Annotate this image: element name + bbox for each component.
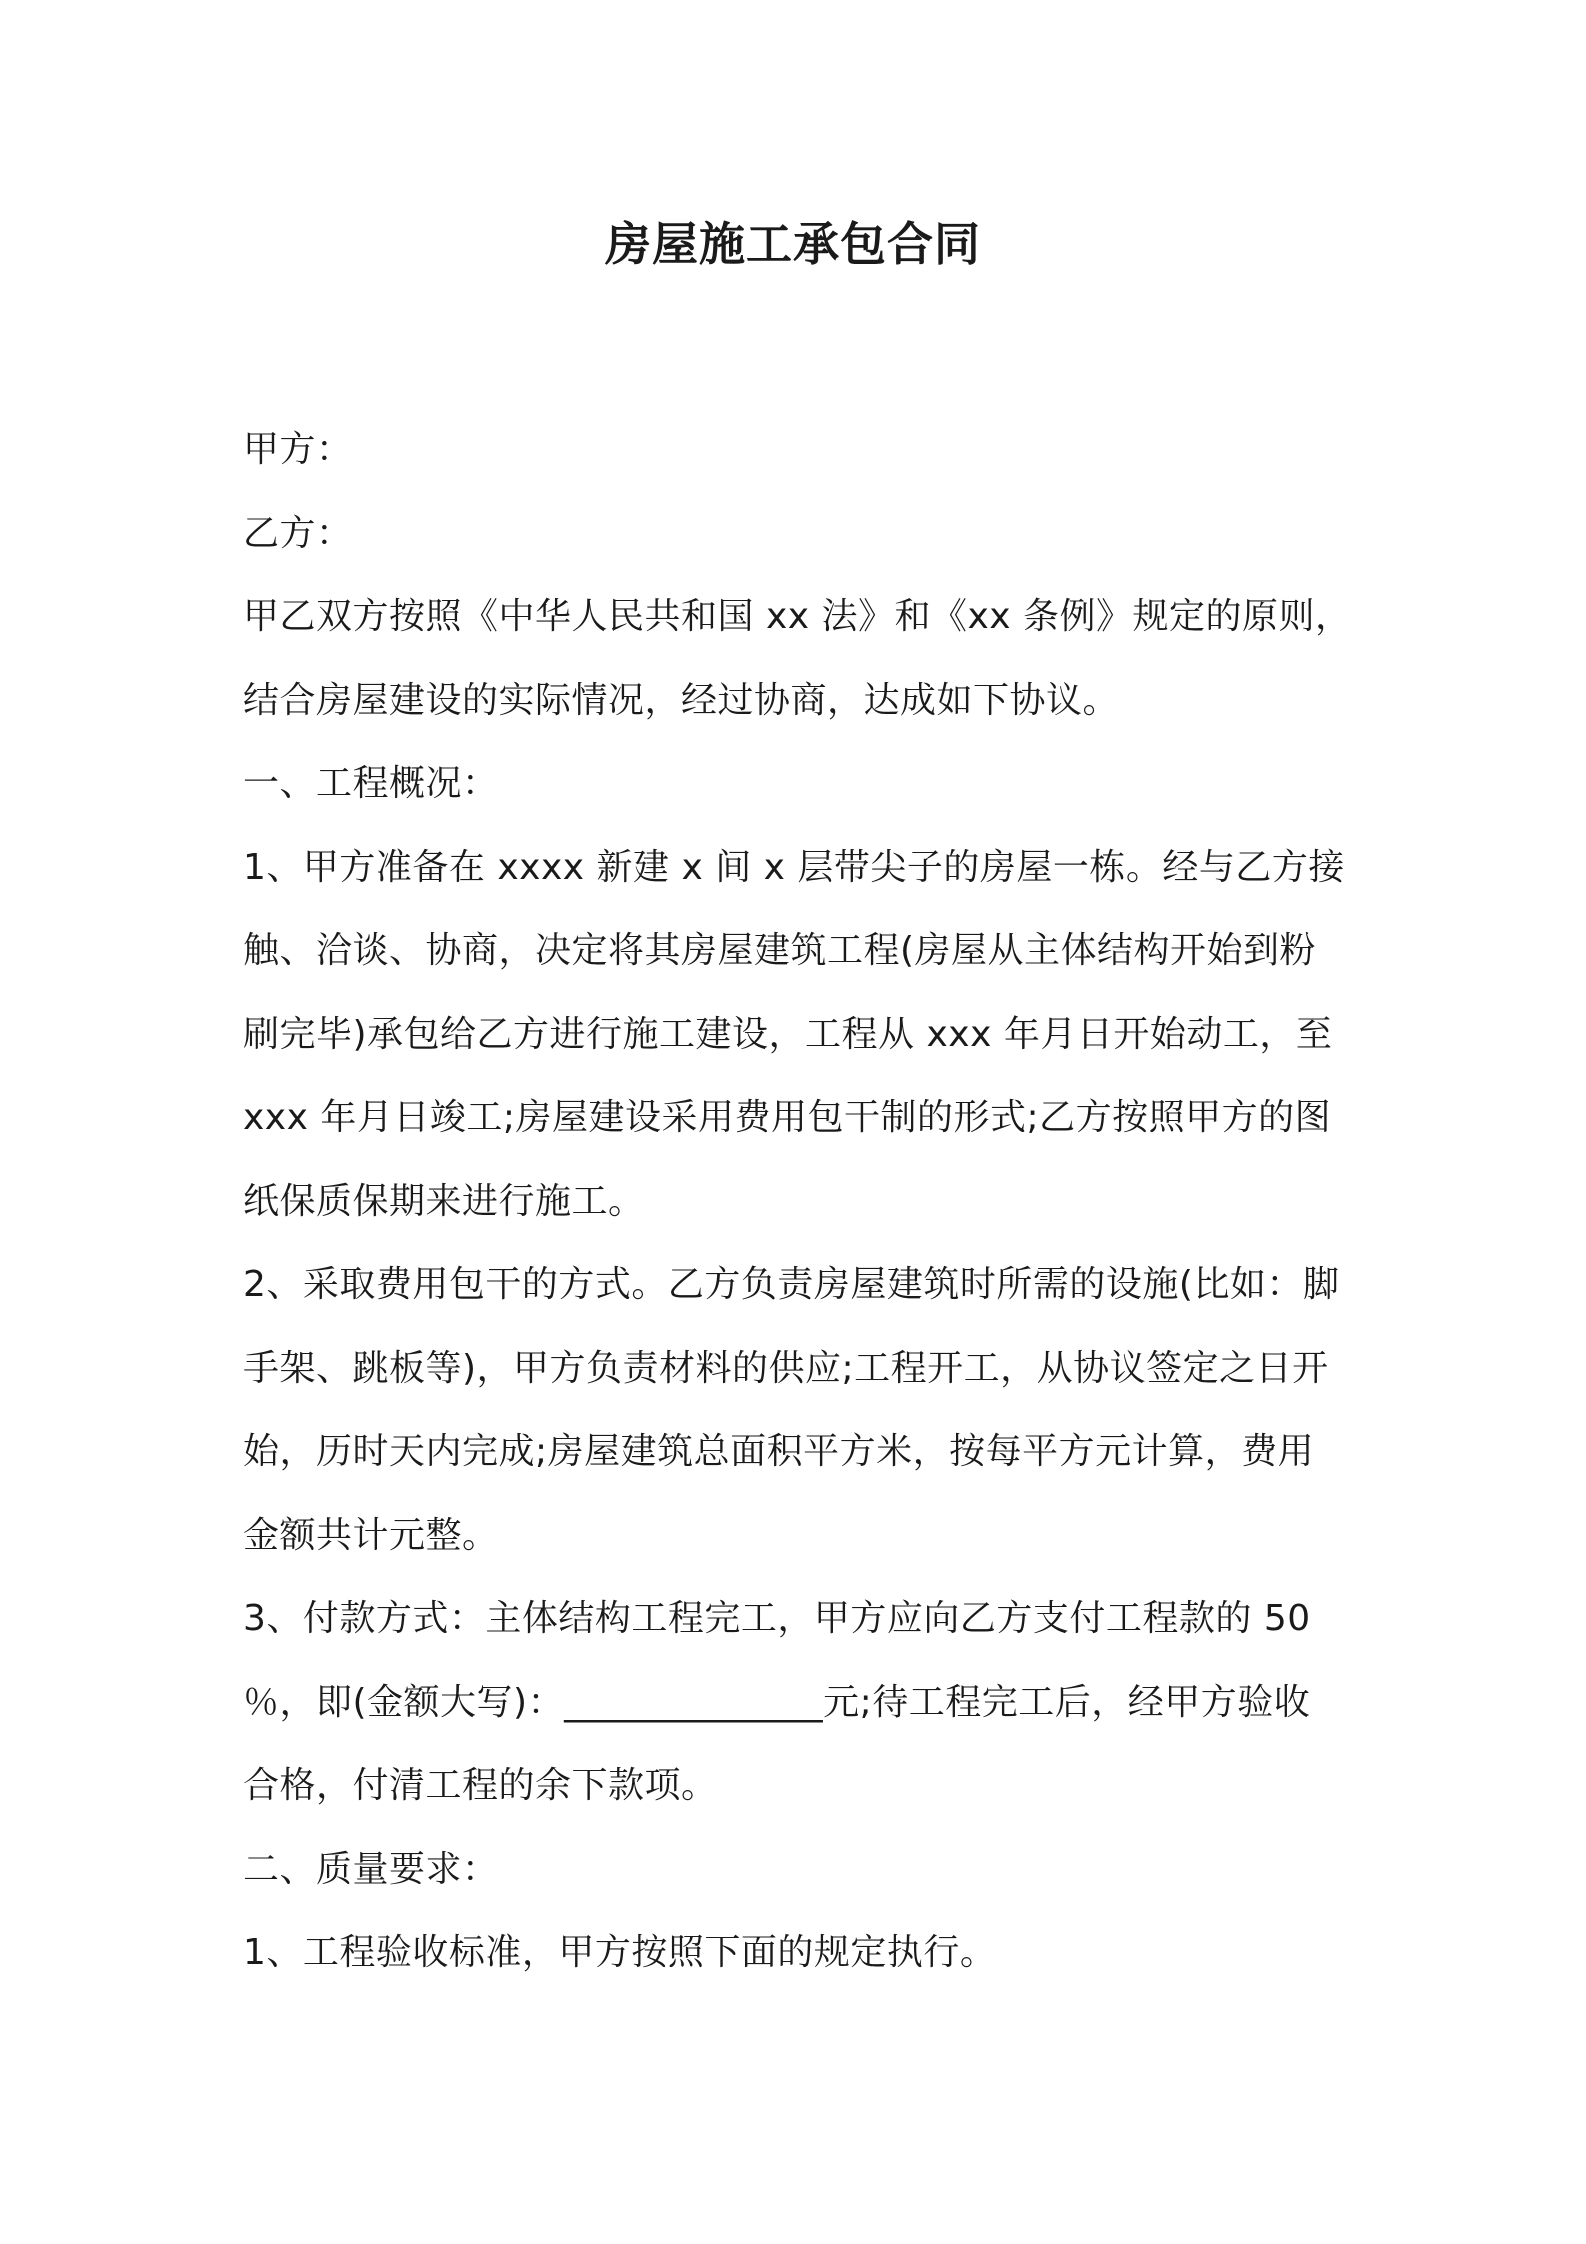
clause-line: 纸保质保期来进行施工。 (243, 1180, 645, 1222)
clause-line: 2、采取费用包干的方式。乙方负责房屋建筑时所需的设施(比如：脚 (243, 1264, 1340, 1305)
clause-line: xxx 年月日竣工;房屋建设采用费用包干制的形式;乙方按照甲方的图 (243, 1097, 1332, 1138)
document-body (243, 408, 1363, 1995)
preamble-line: 结合房屋建设的实际情况，经过协商，达成如下协议。 (243, 679, 1120, 721)
clause-line: 始，历时天内完成;房屋建筑总面积平方米，按每平方元计算，费用 (243, 1431, 1315, 1472)
party-b-line: 乙方： (243, 512, 353, 554)
section-heading: 二、质量要求： (243, 1848, 499, 1890)
clause-line: 刷完毕)承包给乙方进行施工建设，工程从 xxx 年月日开始动工，至 (243, 1013, 1333, 1055)
document-title: 房屋施工承包合同 (605, 217, 981, 271)
clause-line: ％，即(金额大写)：______________元;待工程完工后，经甲方验收 (243, 1681, 1311, 1723)
clause-line: 手架、跳板等)，甲方负责材料的供应;工程开工，从协议签定之日开 (243, 1347, 1329, 1389)
clause-line: 合格，付清工程的余下款项。 (243, 1765, 718, 1806)
section-heading: 一、工程概况： (243, 763, 499, 804)
preamble-line: 甲乙双方按照《中华人民共和国 xx 法》和《xx 条例》规定的原则， (243, 596, 1352, 637)
clause-line: 金额共计元整。 (243, 1514, 499, 1556)
clause-line: 3、付款方式：主体结构工程完工，甲方应向乙方支付工程款的 50 (243, 1598, 1311, 1639)
clause-line: 1、工程验收标准，甲方按照下面的规定执行。 (243, 1932, 997, 1973)
party-a-line: 甲方： (243, 429, 353, 470)
clause-line: 触、洽谈、协商，决定将其房屋建筑工程(房屋从主体结构开始到粉 (243, 930, 1317, 971)
clause-line: 1、甲方准备在 xxxx 新建 x 间 x 层带尖子的房屋一栋。经与乙方接 (243, 846, 1345, 888)
